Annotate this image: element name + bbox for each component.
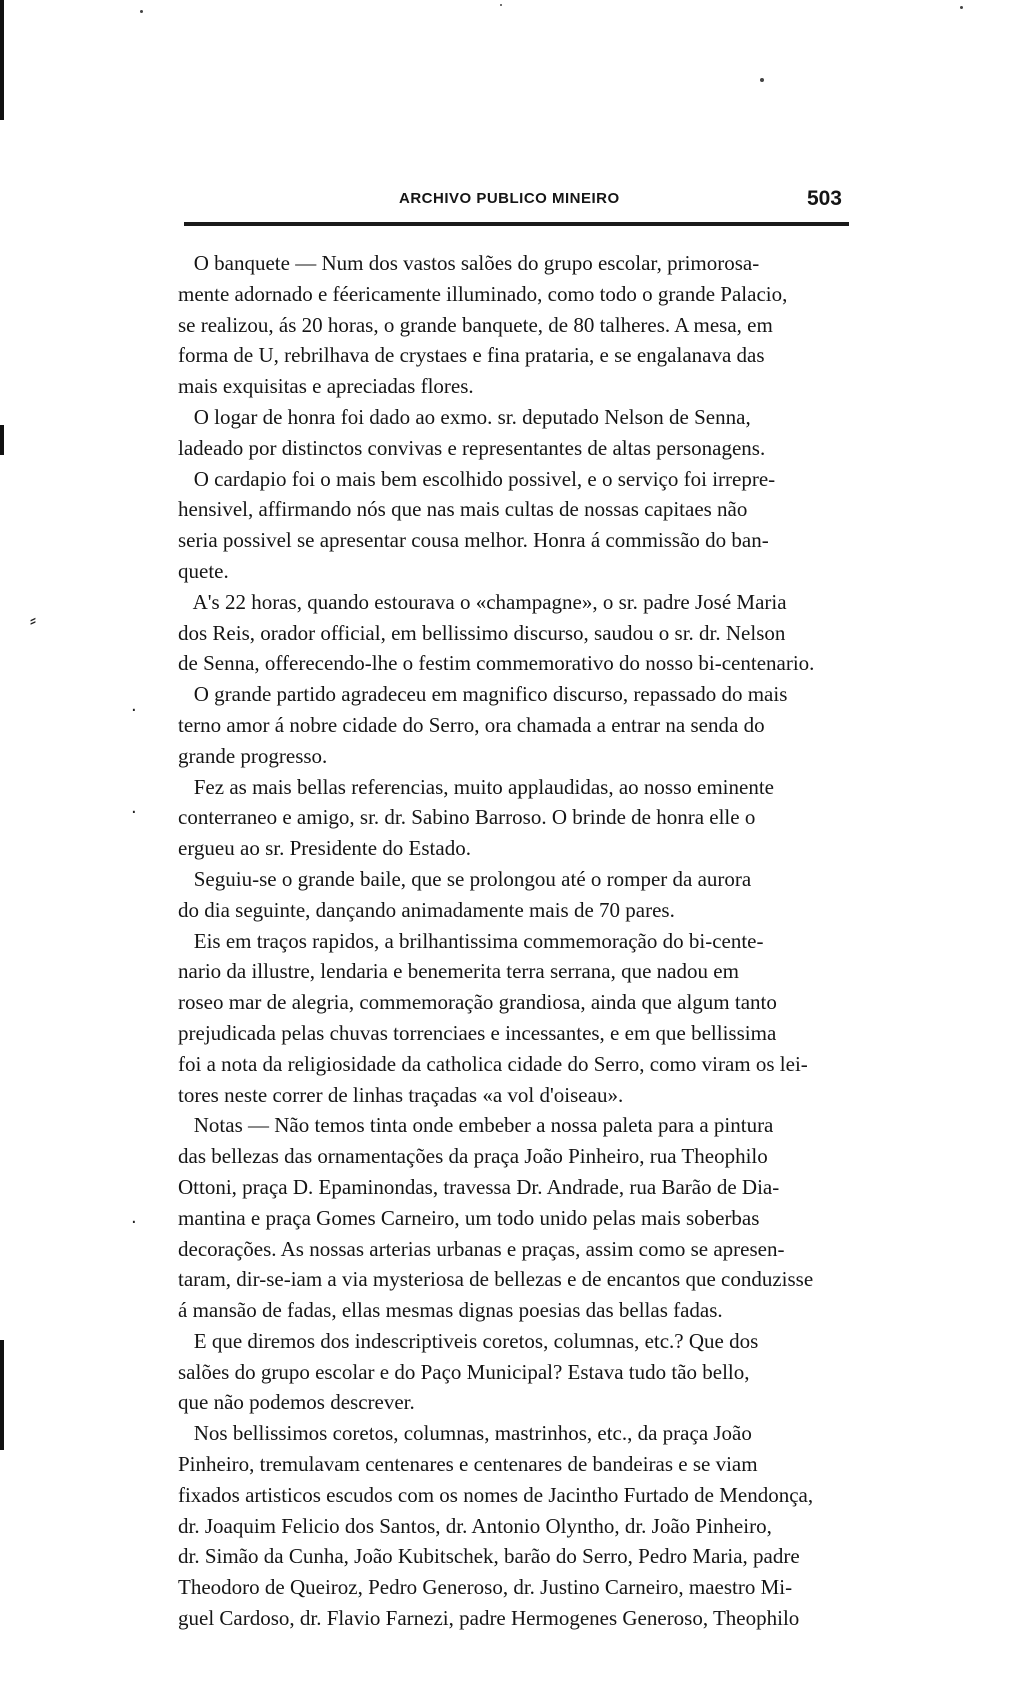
text-line: de Senna, offerecendo-lhe o festim commemorativo do nosso bi-centenario. [178,651,815,676]
text-line: quete. [178,558,229,583]
text-line: Pinheiro, tremulavam centenares e centenares de bandeiras e se viam [178,1452,758,1477]
speckle [760,78,764,82]
text-line: prejudicada pelas chuvas torrenciaes e incessantes, e em que bellissima [178,1020,777,1045]
text-line: dr. Simão da Cunha, João Kubitschek, barão do Serro, Pedro Maria, padre [178,1544,800,1569]
text-line: ladeado por distinctos convivas e representantes de altas personagens. [178,435,766,460]
text-line: que não podemos descrever. [178,1390,415,1415]
text-line: taram, dir-se-iam a via mysteriosa de bellezas e de encantos que conduzisse [178,1267,814,1292]
text-line: O grande partido agradeceu em magnifico discurso, repassado do mais [178,682,788,707]
margin-mark: ⸗ [30,610,36,631]
scan-edge-mark-bottom [0,1340,4,1450]
text-line: salões do grupo escolar e do Paço Municipal? Estava tudo tão bello, [178,1359,750,1384]
text-line: O logar de honra foi dado ao exmo. sr. deputado Nelson de Senna, [178,404,751,429]
page-number: 503 [806,187,842,210]
text-line: fixados artisticos escudos com os nomes de Jacintho Furtado de Mendonça, [178,1482,814,1507]
text-line: ergueu ao sr. Presidente do Estado. [178,836,471,861]
text-line: Nos bellissimos coretos, columnas, mastrinhos, etc., da praça João [178,1421,752,1446]
header-rule [184,222,849,226]
margin-mark: · [131,802,137,823]
text-line: foi a nota da religiosidade da catholica cidade do Serro, como viram os lei- [178,1051,808,1076]
text-line: do dia seguinte, dançando animadamente mais de 70 pares. [178,897,675,922]
text-line: se realizou, ás 20 horas, o grande banquete, de 80 talheres. A mesa, em [178,312,773,337]
text-line: dos Reis, orador official, em bellissimo discurso, saudou o sr. dr. Nelson [178,620,786,645]
text-line: Fez as mais bellas referencias, muito applaudidas, ao nosso eminente [178,774,774,799]
scan-edge-mark-top [0,0,4,120]
margin-mark: · [131,1212,137,1233]
text-line: conterraneo e amigo, sr. dr. Sabino Barroso. O brinde de honra elle o [178,805,756,830]
scan-edge-mark-mid [0,425,4,455]
speckle [500,4,502,6]
journal-title: ARCHIVO PUBLICO MINEIRO [399,190,620,207]
text-line: hensivel, affirmando nós que nas mais cultas de nossas capitaes não [178,497,748,522]
text-line: A's 22 horas, quando estourava o «champagne», o sr. padre José Maria [178,589,787,614]
text-line: tores neste correr de linhas traçadas «a vol d'oiseau». [178,1082,624,1107]
text-line: Theodoro de Queiroz, Pedro Generoso, dr. Justino Carneiro, maestro Mi- [178,1575,793,1600]
text-line: O cardapio foi o mais bem escolhido possivel, e o serviço foi irrepre- [178,466,776,491]
text-line: Eis em traços rapidos, a brilhantissima commemoração do bi-cente- [178,928,764,953]
margin-mark: · [131,700,137,721]
text-line: Seguiu-se o grande baile, que se prolongou até o romper da aurora [178,866,752,891]
text-line: forma de U, rebrilhava de crystaes e fina prataria, e se engalanava das [178,343,765,368]
text-line: Ottoni, praça D. Epaminondas, travessa Dr. Andrade, rua Barão de Dia- [178,1174,780,1199]
text-line: Notas — Não temos tinta onde embeber a nossa paleta para a pintura [178,1113,774,1138]
text-line: O banquete — Num dos vastos salões do grupo escolar, primorosa- [178,251,760,275]
text-line: das bellezas das ornamentações da praça João Pinheiro, rua Theophilo [178,1144,768,1169]
text-line: guel Cardoso, dr. Flavio Farnezi, padre Hermogenes Generoso, Theophilo [178,1606,800,1631]
text-line: nario da illustre, lendaria e benemerita terra serrana, que nadou em [178,959,739,984]
speckle [140,10,143,13]
text-line: E que diremos dos indescriptiveis coretos, columnas, etc.? Que dos [178,1328,759,1353]
text-line: á mansão de fadas, ellas mesmas dignas poesias das bellas fadas. [178,1298,723,1323]
text-line: terno amor á nobre cidade do Serro, ora chamada a entrar na senda do [178,712,765,737]
text-line: dr. Joaquim Felicio dos Santos, dr. Antonio Olyntho, dr. João Pinheiro, [178,1513,772,1538]
speckle [960,6,963,9]
text-line: seria possivel se apresentar cousa melhor. Honra á commissão do ban- [178,528,769,553]
text-line: roseo mar de alegria, commemoração grandiosa, ainda que algum tanto [178,990,777,1015]
text-line: grande progresso. [178,743,328,768]
text-line: mantina e praça Gomes Carneiro, um todo unido pelas mais soberbas [178,1205,760,1230]
text-line: decorações. As nossas arterias urbanas e praças, assim como se apresen- [178,1236,785,1261]
body-text [178,248,854,1634]
running-header [180,187,850,220]
text-line: mente adornado e féericamente illuminado, como todo o grande Palacio, [178,281,788,306]
text-line: mais exquisitas e apreciadas flores. [178,374,474,399]
